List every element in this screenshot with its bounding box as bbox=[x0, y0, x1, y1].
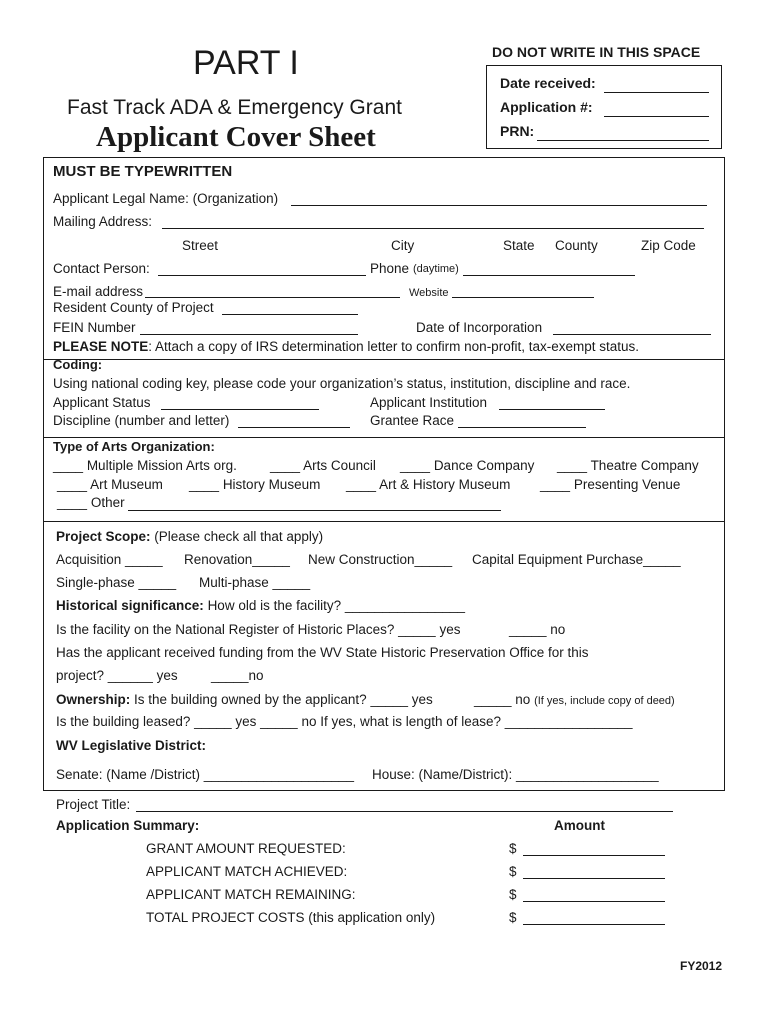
match-remaining-field[interactable] bbox=[523, 901, 665, 902]
multi-phase-option[interactable]: Multi-phase _____ bbox=[199, 575, 311, 590]
option-label: Presenting Venue bbox=[573, 477, 681, 492]
owned-question: Is the building owned by the applicant? _____ yes bbox=[134, 692, 433, 707]
option-label: History Museum bbox=[222, 477, 321, 492]
project-scope-note: (Please check all that apply) bbox=[154, 529, 324, 544]
email-label: E-mail address bbox=[53, 284, 144, 299]
national-register-no[interactable]: _____ no bbox=[509, 622, 566, 637]
legislative-district-heading: WV Legislative District: bbox=[56, 738, 207, 753]
zip-caption: Zip Code bbox=[641, 238, 696, 253]
form-code: FY2012 bbox=[680, 959, 723, 973]
arts-option-art-history-museum[interactable] bbox=[346, 477, 510, 492]
divider-scope bbox=[43, 521, 725, 522]
coding-intro: Using national coding key, please code your organization’s status, institution, discipline and race. bbox=[53, 376, 631, 391]
grant-amount-label: GRANT AMOUNT REQUESTED: bbox=[146, 841, 346, 856]
checkbox-blank: ____ bbox=[57, 477, 88, 492]
project-funding-yes[interactable]: project? ______ yes bbox=[56, 668, 178, 683]
match-achieved-field[interactable] bbox=[523, 878, 665, 879]
other-field[interactable] bbox=[128, 510, 501, 511]
grant-amount-field[interactable] bbox=[523, 855, 665, 856]
legal-name-label: Applicant Legal Name: (Organization) bbox=[53, 191, 279, 206]
city-caption: City bbox=[391, 238, 415, 253]
arts-option-arts-council[interactable] bbox=[270, 458, 376, 473]
prn-label: PRN: bbox=[500, 123, 535, 139]
please-note bbox=[53, 339, 639, 354]
date-received-label: Date received: bbox=[500, 75, 596, 91]
senate-field[interactable]: Senate: (Name /District) ____________________ bbox=[56, 767, 354, 782]
renovation-option[interactable]: Renovation_____ bbox=[184, 552, 290, 567]
match-remaining-label: APPLICANT MATCH REMAINING: bbox=[146, 887, 356, 902]
arts-option-presenting-venue[interactable] bbox=[540, 477, 680, 492]
phone-field[interactable] bbox=[463, 275, 635, 276]
total-costs-label: TOTAL PROJECT COSTS (this application only) bbox=[146, 910, 436, 925]
discipline-label: Discipline (number and letter) bbox=[53, 413, 230, 428]
total-costs-field[interactable] bbox=[523, 924, 665, 925]
project-title-field[interactable] bbox=[136, 811, 673, 812]
project-funding-no[interactable]: _____no bbox=[211, 668, 264, 683]
applicant-institution-field[interactable] bbox=[499, 409, 605, 410]
date-incorporation-field[interactable] bbox=[553, 334, 711, 335]
leased-question[interactable]: Is the building leased? _____ yes _____ no If yes, what is length of lease? _________________ bbox=[56, 714, 633, 729]
coding-heading: Coding: bbox=[53, 357, 103, 372]
mailing-address-label: Mailing Address: bbox=[53, 214, 153, 229]
grantee-race-field[interactable] bbox=[458, 427, 586, 428]
grant-subtitle: Fast Track ADA & Emergency Grant bbox=[67, 96, 402, 119]
arts-option-other[interactable] bbox=[57, 495, 125, 510]
historical-heading: Historical significance: bbox=[56, 598, 204, 613]
capital-equipment-option[interactable]: Capital Equipment Purchase_____ bbox=[472, 552, 681, 567]
arts-option-multiple-mission[interactable] bbox=[53, 458, 237, 473]
option-label: Theatre Company bbox=[590, 458, 699, 473]
phone-daytime-note: (daytime) bbox=[413, 263, 459, 275]
checkbox-blank: ____ bbox=[346, 477, 377, 492]
divider-coding bbox=[43, 359, 725, 360]
discipline-field[interactable] bbox=[238, 427, 350, 428]
contact-person-label: Contact Person: bbox=[53, 261, 150, 276]
ownership-heading: Ownership: bbox=[56, 692, 131, 707]
resident-county-label: Resident County of Project bbox=[53, 300, 214, 315]
checkbox-blank: ____ bbox=[540, 477, 571, 492]
project-scope bbox=[56, 529, 323, 544]
checkbox-blank: ____ bbox=[53, 458, 84, 473]
option-label: Art Museum bbox=[90, 477, 163, 492]
acquisition-option[interactable]: Acquisition _____ bbox=[56, 552, 163, 567]
must-typewritten-heading: MUST BE TYPEWRITTEN bbox=[53, 163, 233, 180]
ownership-question[interactable] bbox=[56, 692, 433, 707]
arts-option-art-museum[interactable] bbox=[57, 477, 163, 492]
fein-field[interactable] bbox=[140, 334, 358, 335]
applicant-status-field[interactable] bbox=[161, 409, 319, 410]
legal-name-field[interactable] bbox=[291, 205, 707, 206]
date-received-field[interactable] bbox=[604, 92, 709, 93]
checkbox-blank: ____ bbox=[270, 458, 301, 473]
application-number-field[interactable] bbox=[604, 116, 709, 117]
county-caption: County bbox=[555, 238, 598, 253]
resident-county-field[interactable] bbox=[222, 314, 358, 315]
historical-significance bbox=[56, 598, 465, 613]
funding-question: Has the applicant received funding from the WV State Historic Preservation Office for this bbox=[56, 645, 589, 660]
arts-option-dance-company[interactable] bbox=[400, 458, 534, 473]
page-title: Applicant Cover Sheet bbox=[96, 121, 376, 153]
checkbox-blank: ____ bbox=[57, 495, 88, 510]
date-incorporation-label: Date of Incorporation bbox=[416, 320, 543, 335]
currency-symbol: $ bbox=[509, 864, 517, 879]
mailing-address-field[interactable] bbox=[162, 228, 704, 229]
email-field[interactable] bbox=[145, 297, 400, 298]
house-field[interactable]: House: (Name/District): ___________________ bbox=[372, 767, 659, 782]
website-label: Website bbox=[409, 287, 449, 299]
application-number-label: Application #: bbox=[500, 99, 593, 115]
applicant-institution-label: Applicant Institution bbox=[370, 395, 488, 410]
checkbox-blank: ____ bbox=[557, 458, 588, 473]
owned-no-label: _____ no bbox=[474, 692, 531, 707]
how-old-question[interactable]: How old is the facility? ________________ bbox=[207, 598, 465, 613]
option-label: Art & History Museum bbox=[379, 477, 511, 492]
arts-org-heading: Type of Arts Organization: bbox=[53, 439, 215, 454]
street-caption: Street bbox=[182, 238, 219, 253]
grantee-race-label: Grantee Race bbox=[370, 413, 455, 428]
option-label: Multiple Mission Arts org. bbox=[86, 458, 237, 473]
contact-person-field[interactable] bbox=[158, 275, 366, 276]
divider-arts bbox=[43, 437, 725, 438]
project-scope-heading: Project Scope: bbox=[56, 529, 151, 544]
option-label: Other bbox=[90, 495, 125, 510]
prn-field[interactable] bbox=[537, 140, 709, 141]
new-construction-option[interactable]: New Construction_____ bbox=[308, 552, 453, 567]
checkbox-blank: ____ bbox=[189, 477, 220, 492]
checkbox-blank: ____ bbox=[400, 458, 431, 473]
application-summary-heading: Application Summary: bbox=[56, 818, 200, 833]
website-field[interactable] bbox=[452, 297, 594, 298]
please-note-label: PLEASE NOTE bbox=[53, 339, 149, 354]
arts-option-theatre-company[interactable] bbox=[557, 458, 699, 473]
deed-note: (If yes, include copy of deed) bbox=[534, 695, 675, 707]
applicant-status-label: Applicant Status bbox=[53, 395, 151, 410]
state-caption: State bbox=[503, 238, 535, 253]
currency-symbol: $ bbox=[509, 910, 517, 925]
fein-label: FEIN Number bbox=[53, 320, 136, 335]
match-achieved-label: APPLICANT MATCH ACHIEVED: bbox=[146, 864, 348, 879]
amount-heading: Amount bbox=[554, 818, 605, 833]
arts-option-history-museum[interactable] bbox=[189, 477, 320, 492]
currency-symbol: $ bbox=[509, 841, 517, 856]
phone-label: Phone bbox=[370, 261, 410, 276]
part-label: PART I bbox=[193, 44, 299, 82]
currency-symbol: $ bbox=[509, 887, 517, 902]
please-note-text: : Attach a copy of IRS determination letter to confirm non-profit, tax-exempt status. bbox=[148, 339, 639, 354]
single-phase-option[interactable]: Single-phase _____ bbox=[56, 575, 177, 590]
option-label: Dance Company bbox=[433, 458, 535, 473]
national-register-question[interactable]: Is the facility on the National Register of Historic Places? _____ yes bbox=[56, 622, 461, 637]
owned-no[interactable] bbox=[474, 692, 675, 707]
option-label: Arts Council bbox=[303, 458, 376, 473]
office-use-heading: DO NOT WRITE IN THIS SPACE bbox=[492, 44, 701, 60]
project-title-label: Project Title: bbox=[56, 797, 131, 812]
